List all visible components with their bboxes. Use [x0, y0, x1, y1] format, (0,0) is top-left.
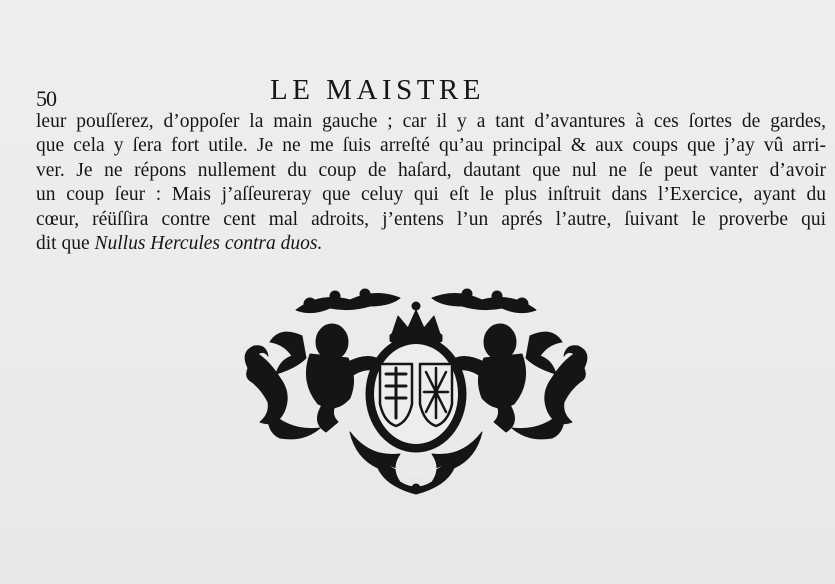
text-line-6-start: dit que — [36, 232, 95, 254]
cherub-left — [270, 324, 380, 432]
coat-of-arms-cartouche — [366, 336, 466, 452]
latin-proverb: Nullus Hercules contra duos. — [94, 232, 323, 254]
body-paragraph — [36, 110, 826, 256]
armorial-ornament — [240, 282, 592, 498]
running-head: LE MAISTRE — [270, 74, 485, 106]
text-line-5: cœur, réüſſira contre cent mal adroits, j’entens l’un aprés l’autre, ſuivant le proverbe qui — [36, 208, 826, 230]
acanthus-left — [245, 346, 287, 424]
text-line-3: ver. Je ne répons nullement du coup de haſard, dautant que nul ne ſe peut vanter d’avoir — [36, 159, 826, 181]
text-line-1: leur pouſſerez, d’oppoſer la main gauche ; car il y a tant d’avantures à ces ſortes de gardes, — [36, 111, 826, 132]
text-line-4: un coup ſeur : Mais j’aſſeureray que celuy qui eſt le plus inſtruit dans l’Exercice, ayant du — [36, 184, 826, 206]
page-number: 50 — [36, 86, 56, 111]
cherub-right — [452, 324, 562, 432]
text-line-6 — [36, 232, 826, 256]
text-line-2: que cela y ſera fort utile. Je ne me ſuis arreſté qu’au principal & aux coups que j’ay vû arri- — [36, 135, 826, 157]
acanthus-right — [545, 346, 587, 424]
